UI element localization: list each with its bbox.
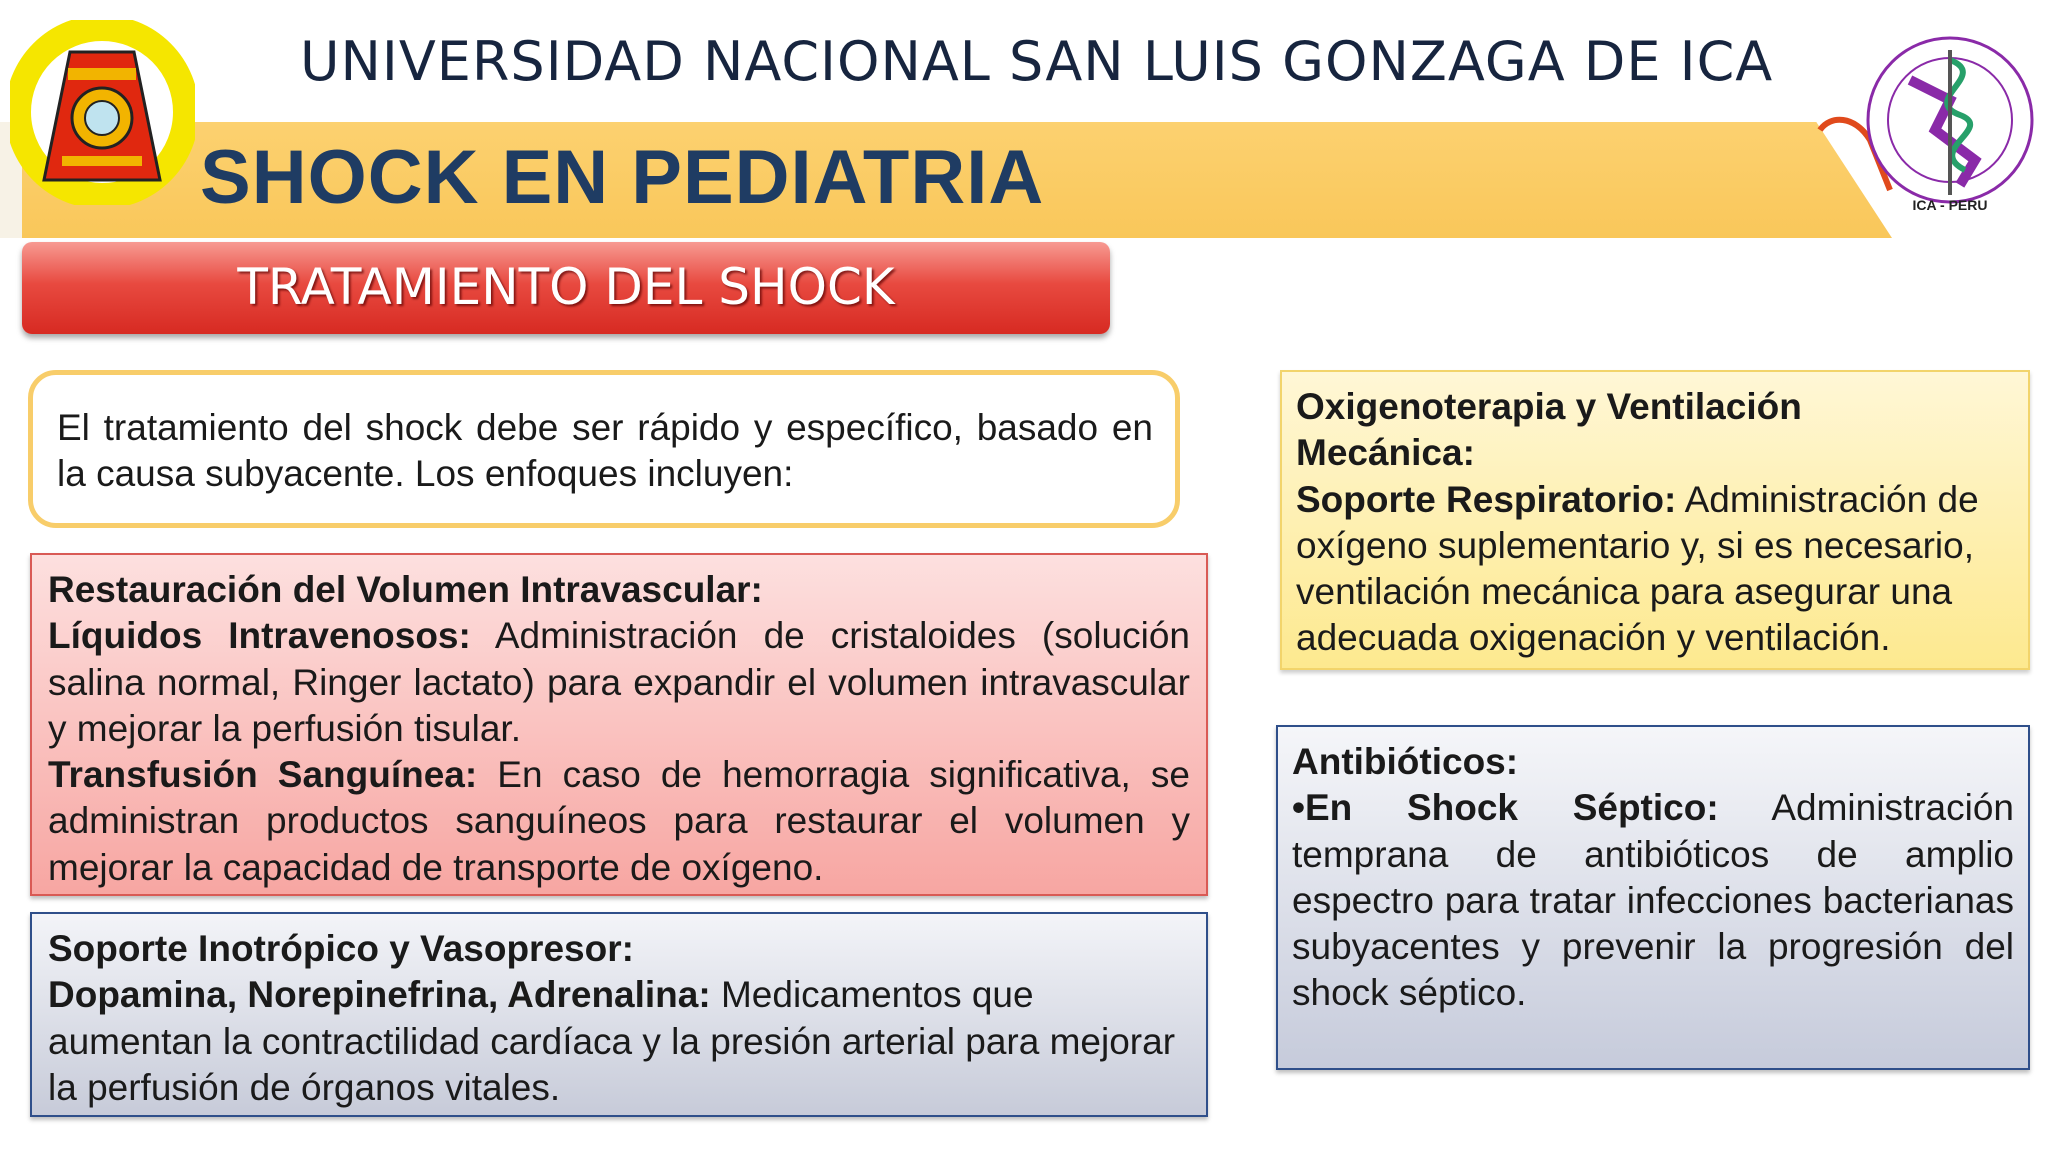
- inotropic-item-label: Dopamina, Norepinefrina, Adrenalina:: [48, 974, 711, 1016]
- antibiotics-item-text: Administración temprana de antibióticos de amplio espectro para tratar infecciones bacterianas subyacentes y prevenir la progresión del shock séptico.: [1292, 787, 2014, 1014]
- oxygen-item-text: Administración de oxígeno suplementario y, si es necesario, ventilación mecánica para asegurar una adecuada oxigenación y ventilación.: [1296, 478, 1979, 659]
- inotropic-item-text: Medicamentos que aumentan la contractilidad cardíaca y la presión arterial para mejorar la perfusión de órganos vitales.: [48, 974, 1176, 1108]
- oxygen-heading-line2: Mecánica:: [1296, 432, 1475, 474]
- inotropic-support-box: [30, 912, 1208, 1117]
- volume-heading: Restauración del Volumen Intravascular:: [48, 569, 763, 610]
- volume-item1-text: Administración de cristaloides (solución salina normal, Ringer lactato) para expandir el volumen intravascular y mejorar la perfusión tisular.: [48, 615, 1190, 749]
- volume-item1: [48, 615, 1190, 749]
- volume-item1-label: Líquidos Intravenosos:: [48, 615, 471, 657]
- page-title: SHOCK EN PEDIATRIA: [200, 135, 1045, 220]
- university-logo-icon: [10, 20, 195, 205]
- section-title: TRATAMIENTO DEL SHOCK: [237, 258, 895, 316]
- university-title: UNIVERSIDAD NACIONAL SAN LUIS GONZAGA DE ICA: [300, 30, 1774, 93]
- oxygen-heading-line1: Oxigenoterapia y Ventilación: [1296, 386, 1802, 427]
- volume-restoration-box: [30, 553, 1208, 896]
- inotropic-heading: Soporte Inotrópico y Vasopresor:: [48, 928, 634, 969]
- right-logo-place: ICA - PERU: [1912, 197, 1988, 213]
- intro-text: El tratamiento del shock debe ser rápido y específico, basado en la causa subyacente. Los enfoques incluyen:: [57, 407, 1153, 494]
- volume-item2-text: En caso de hemorragia significativa, se administran productos sanguíneos para restaurar el volumen y mejorar la capacidad de transporte de oxígeno.: [48, 754, 1190, 888]
- volume-item2: [48, 754, 1190, 888]
- volume-item2-label: Transfusión Sanguínea:: [48, 754, 478, 796]
- antibiotics-heading: Antibióticos:: [1292, 741, 1519, 782]
- antibiotics-item-label: •En Shock Séptico:: [1292, 787, 1719, 829]
- antibiotics-box: [1276, 725, 2030, 1070]
- oxygen-item-label: Soporte Respiratorio:: [1296, 478, 1677, 520]
- intro-box: [28, 370, 1180, 528]
- oxygen-therapy-box: [1280, 370, 2030, 670]
- faculty-logo-icon: [1800, 20, 2045, 220]
